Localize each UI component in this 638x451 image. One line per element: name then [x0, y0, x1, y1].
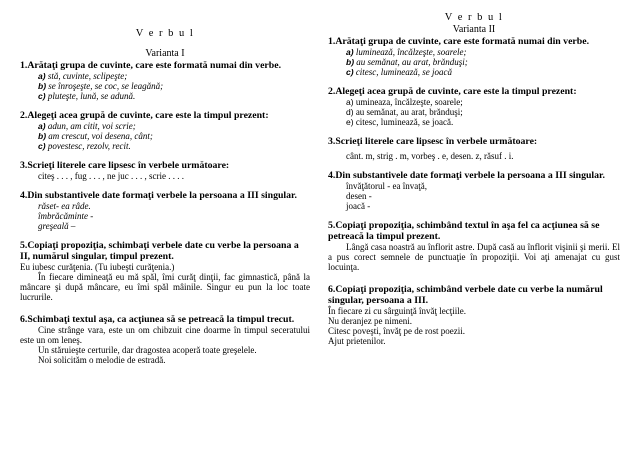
left-task-1-heading: 1.Arătaţi grupa de cuvinte, care este formată numai din verbe.	[20, 60, 282, 71]
left-task-6-line-2: Un stăruieşte certurile, dar dragostea acoperă toate greşelele.	[38, 345, 257, 355]
option-text: se înroşeşte, se coc, se leagănă;	[48, 81, 164, 91]
left-task-5-paragraph: În fiecare dimineaţă eu mă spăl, îmi curăţ dinţii, fac gimnastică, până la mâncare şi după mâncare, eu îmi spăl mâinile. Singur eu pun la loc toate lucrurile.	[20, 272, 310, 302]
right-title: V e r b u l	[444, 12, 504, 23]
left-task-6-heading: 6.Schimbaţi textul aşa, ca acţiunea să se petreacă la timpul trecut.	[20, 314, 295, 325]
option-letter: d)	[346, 107, 354, 117]
option-text: citesc, luminează, se joacă.	[355, 117, 454, 127]
right-task-4-item-3: joacă -	[346, 201, 371, 211]
option-text: stă, cuvinte, sclipeşte;	[47, 71, 128, 81]
right-task-1-option-a	[328, 47, 620, 57]
left-task-4-item-1	[20, 201, 310, 211]
right-task-4-heading: 4.Din substantivele date formaţi verbele la persoana a III singular.	[328, 170, 605, 181]
left-task-1-option-c	[20, 91, 310, 101]
left-task-2-heading: 2.Alegeţi acea grupă de cuvinte, care este la timpul prezent:	[20, 110, 269, 121]
left-task-2-option-a	[20, 121, 310, 131]
right-task-2-option-a	[328, 97, 620, 107]
option-letter: b)	[346, 57, 355, 67]
right-task-4-item-1: învăţătorul - ea învaţă,	[346, 181, 427, 191]
option-letter: b)	[38, 131, 47, 141]
right-task-1-heading: 1.Arătaţi grupa de cuvinte, care este formată numai din verbe.	[328, 36, 590, 47]
right-task-6-heading: 6.Copiaţi propoziţia, schimbând verbele date cu verbe la numărul singular, persoana a III.	[328, 284, 603, 306]
left-task-4-item-2	[20, 211, 310, 221]
option-letter: a)	[38, 121, 46, 131]
left-title: V e r b u l	[135, 28, 195, 39]
option-text: au semănat, au arat, brănduşi;	[356, 57, 468, 67]
left-task-1-option-b	[20, 81, 310, 91]
right-task-6-line-3: Citesc poveşti, învăţ pe de rost poezii.	[328, 326, 465, 336]
right-variant: Varianta II	[452, 24, 496, 35]
option-text: pluteşte, lună, se adună.	[47, 91, 136, 101]
variant-2-column	[328, 0, 620, 346]
option-text: citesc, luminează, se joacă	[355, 67, 453, 77]
option-letter: c)	[38, 141, 46, 151]
option-text: am crescut, voi desena, cânt;	[48, 131, 153, 141]
right-task-2-heading: 2.Alegeţi acea grupă de cuvinte, care este la timpul prezent:	[328, 86, 577, 97]
left-variant: Varianta I	[145, 48, 185, 59]
left-task-5-heading: 5.Copiaţi propoziţia, schimbaţi verbele date cu verbe la persoana a II, numărul singular, timpul prezent.	[20, 240, 299, 262]
option-letter: a)	[346, 97, 354, 107]
right-task-3-words: cânt. m, strig . m, vorbeş . e, desen. z, răsuf . i.	[346, 151, 514, 161]
option-letter: a)	[346, 47, 354, 57]
right-task-4-item-2: desen -	[346, 191, 372, 201]
variant-1-column	[20, 0, 310, 365]
option-letter: a)	[38, 71, 46, 81]
right-task-3-heading: 3.Scrieţi literele care lipsesc în verbele următoare:	[328, 136, 538, 147]
right-task-6-line-2: Nu deranjez pe nimeni.	[328, 316, 412, 326]
word: îmbrăcăminte -	[38, 211, 94, 221]
left-task-2-option-b	[20, 131, 310, 141]
right-task-1-option-b	[328, 57, 620, 67]
option-letter: e)	[346, 117, 354, 127]
word: greşeală –	[38, 221, 76, 231]
option-text: umineaza, încălzeşte, soarele;	[355, 97, 463, 107]
option-text: luminează, încălzeşte, soarele;	[355, 47, 467, 57]
option-text: adun, am citit, voi scrie;	[47, 121, 136, 131]
right-task-1-option-c	[328, 67, 620, 77]
option-letter: b)	[38, 81, 47, 91]
left-task-6-line-3: Noi solicităm o melodie de estradă.	[38, 355, 166, 365]
left-task-2-option-c	[20, 141, 310, 151]
left-task-6-line-1: Cine strânge vara, este un om chibzuit cine doarme în timpul seceratului este un om leneş.	[20, 325, 310, 345]
right-task-2-option-e	[328, 117, 620, 127]
option-text: au semănat, au arat, brănduşi;	[355, 107, 463, 117]
left-task-3-words: citeş . . . , fug . . . , ne juc . . . , scrie . . . .	[38, 171, 184, 181]
right-task-6-line-4: Ajut prietenilor.	[328, 336, 386, 346]
right-task-5-heading: 5.Copiaţi propoziţia, schimbând textul în aşa fel ca acţiunea să se petreacă la timpul prezent.	[328, 220, 600, 242]
left-task-3-heading: 3.Scrieţi literele care lipsesc în verbele următoare:	[20, 160, 230, 171]
option-text: povestesc, rezolv, recit.	[47, 141, 131, 151]
right-task-6-line-1: În fiecare zi cu sârguinţă învăţ lecţiile.	[328, 306, 467, 316]
word: răset- ea râde.	[38, 201, 91, 211]
left-task-5-example: Eu iubesc curăţenia. (Tu iubeşti curăţenia.)	[20, 262, 175, 272]
right-task-2-option-d	[328, 107, 620, 117]
option-letter: c)	[346, 67, 354, 77]
left-task-1-option-a	[20, 71, 310, 81]
left-task-4-heading: 4.Din substantivele date formaţi verbele la persoana a III singular.	[20, 190, 297, 201]
left-task-4-item-3	[20, 221, 310, 231]
right-task-5-paragraph: Lângă casa noastră au înflorit astre. După casă au înflorit vişinii şi merii. El a pus corect semnele de punctuaţie în propoziţii. Voi aţi amenajat cu gust locuinţa.	[328, 242, 620, 272]
option-letter: c)	[38, 91, 46, 101]
